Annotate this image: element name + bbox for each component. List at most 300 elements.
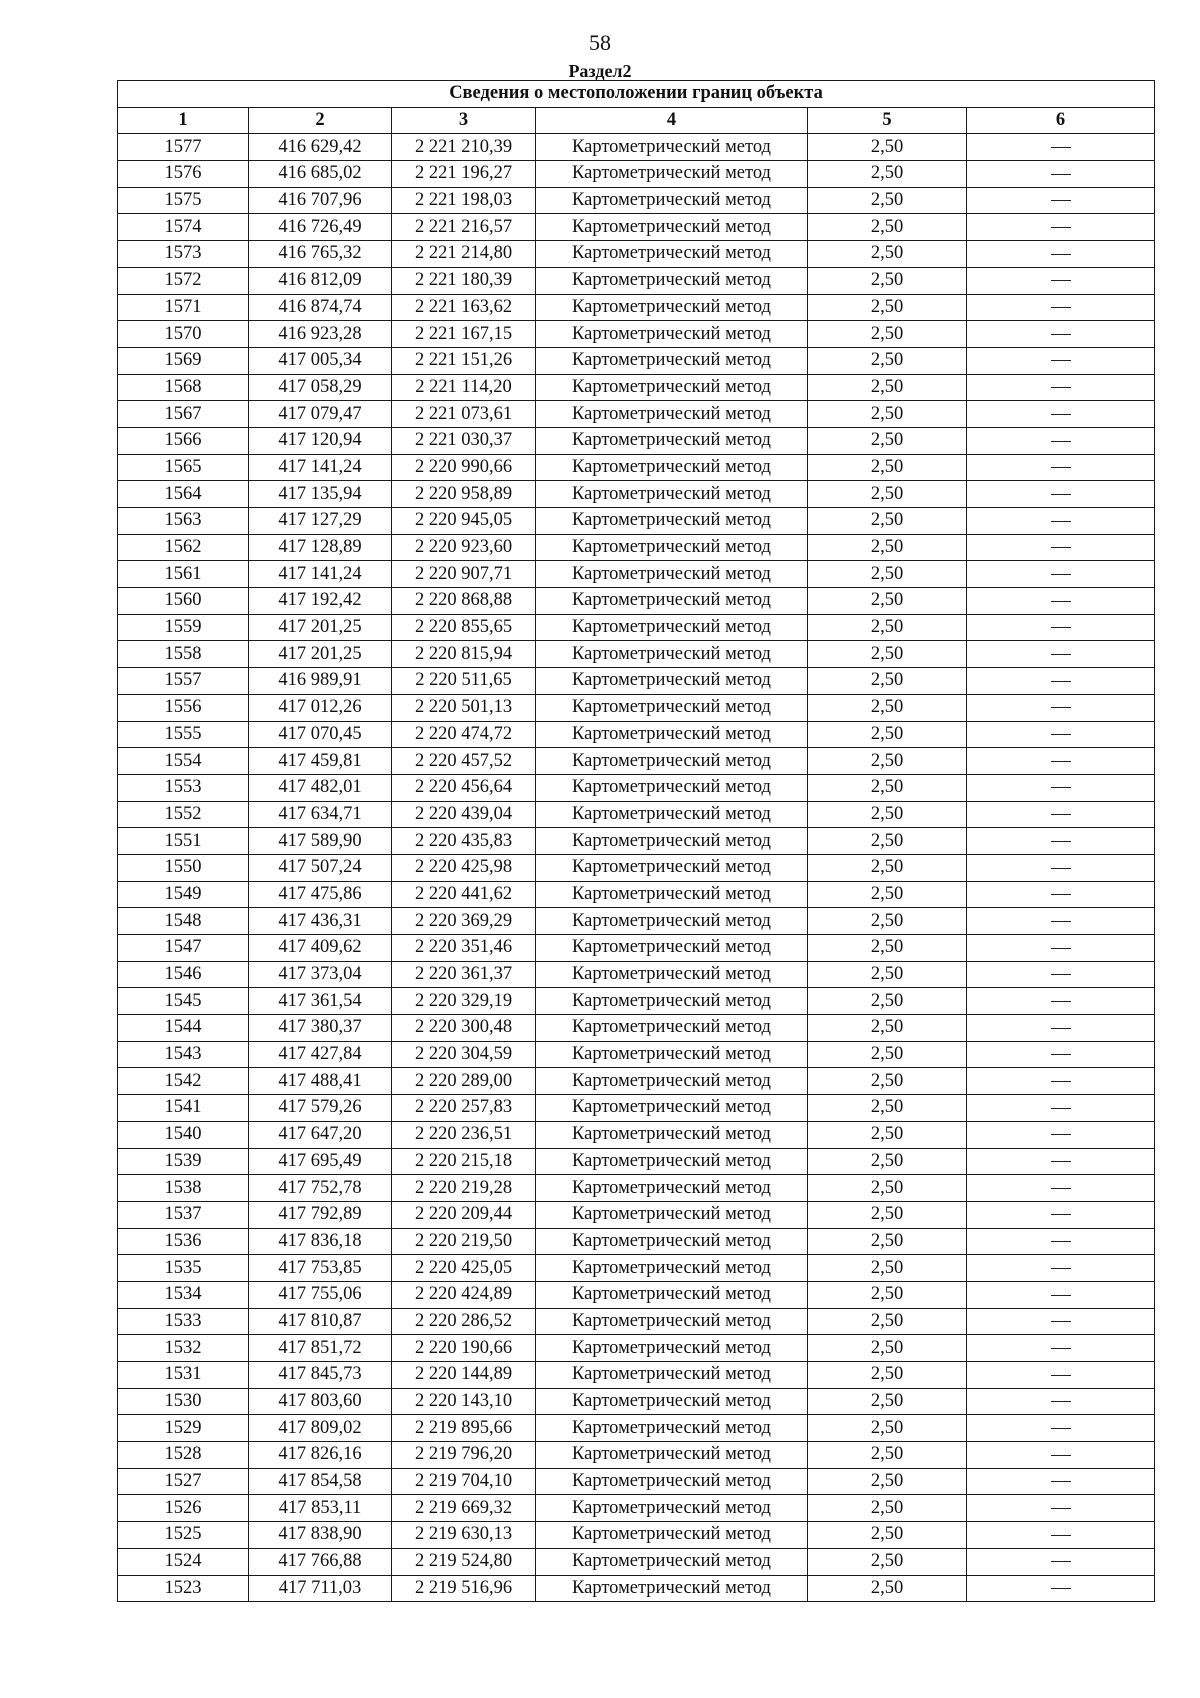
table-row [118,401,1155,428]
y-coordinate-cell: 2 220 219,28 [392,1175,536,1202]
accuracy-cell: 2,50 [808,1201,967,1228]
point-number-cell: 1577 [118,134,249,161]
note-cell [967,1575,1155,1602]
dash-mark [1051,280,1071,281]
point-number-cell: 1573 [118,241,249,268]
dash-mark [1051,467,1071,468]
dash-mark [1051,494,1071,495]
accuracy-cell: 2,50 [808,534,967,561]
y-coordinate-cell: 2 221 114,20 [392,374,536,401]
y-coordinate-cell: 2 220 439,04 [392,801,536,828]
y-coordinate-cell: 2 221 030,37 [392,427,536,454]
method-cell: Картометрический метод [536,427,808,454]
table-row [118,1468,1155,1495]
point-number-cell: 1571 [118,294,249,321]
x-coordinate-cell: 417 475,86 [249,881,392,908]
point-number-cell: 1552 [118,801,249,828]
dash-mark [1051,200,1071,201]
accuracy-cell: 2,50 [808,748,967,775]
note-cell [967,1335,1155,1362]
table-row [118,854,1155,881]
y-coordinate-cell: 2 220 209,44 [392,1201,536,1228]
table-row [118,1308,1155,1335]
table-row [118,1068,1155,1095]
accuracy-cell: 2,50 [808,801,967,828]
table-row [118,347,1155,374]
accuracy-cell: 2,50 [808,721,967,748]
method-cell: Картометрический метод [536,1255,808,1282]
note-cell [967,1015,1155,1042]
dash-mark [1051,894,1071,895]
accuracy-cell: 2,50 [808,1121,967,1148]
method-cell: Картометрический метод [536,454,808,481]
method-cell: Картометрический метод [536,668,808,695]
method-cell: Картометрический метод [536,1121,808,1148]
method-cell: Картометрический метод [536,614,808,641]
accuracy-cell: 2,50 [808,1362,967,1389]
note-cell [967,1281,1155,1308]
note-cell [967,1255,1155,1282]
table-row [118,1015,1155,1042]
point-number-cell: 1525 [118,1522,249,1549]
table-row [118,774,1155,801]
accuracy-cell: 2,50 [808,561,967,588]
point-number-cell: 1559 [118,614,249,641]
note-cell [967,481,1155,508]
point-number-cell: 1530 [118,1388,249,1415]
x-coordinate-cell: 417 507,24 [249,854,392,881]
point-number-cell: 1528 [118,1442,249,1469]
dash-mark [1051,974,1071,975]
dash-mark [1051,1375,1071,1376]
table-row [118,1442,1155,1469]
column-number: 5 [808,107,967,134]
dash-mark [1051,174,1071,175]
x-coordinate-cell: 417 809,02 [249,1415,392,1442]
method-cell: Картометрический метод [536,267,808,294]
note-cell [967,588,1155,615]
x-coordinate-cell: 417 803,60 [249,1388,392,1415]
point-number-cell: 1562 [118,534,249,561]
dash-mark [1051,1321,1071,1322]
y-coordinate-cell: 2 220 815,94 [392,641,536,668]
x-coordinate-cell: 417 409,62 [249,935,392,962]
x-coordinate-cell: 417 854,58 [249,1468,392,1495]
accuracy-cell: 2,50 [808,1255,967,1282]
table-row [118,641,1155,668]
dash-mark [1051,1081,1071,1082]
point-number-cell: 1567 [118,401,249,428]
dash-mark [1051,681,1071,682]
method-cell: Картометрический метод [536,961,808,988]
y-coordinate-cell: 2 220 958,89 [392,481,536,508]
y-coordinate-cell: 2 220 351,46 [392,935,536,962]
point-number-cell: 1543 [118,1041,249,1068]
method-cell: Картометрический метод [536,347,808,374]
point-number-cell: 1532 [118,1335,249,1362]
y-coordinate-cell: 2 221 151,26 [392,347,536,374]
x-coordinate-cell: 417 141,24 [249,561,392,588]
x-coordinate-cell: 417 810,87 [249,1308,392,1335]
method-cell: Картометрический метод [536,881,808,908]
method-cell: Картометрический метод [536,187,808,214]
method-cell: Картометрический метод [536,908,808,935]
point-number-cell: 1546 [118,961,249,988]
y-coordinate-cell: 2 220 425,98 [392,854,536,881]
table-row [118,614,1155,641]
note-cell [967,748,1155,775]
point-number-cell: 1570 [118,321,249,348]
accuracy-cell: 2,50 [808,774,967,801]
x-coordinate-cell: 417 634,71 [249,801,392,828]
dash-mark [1051,707,1071,708]
note-cell [967,401,1155,428]
column-number: 3 [392,107,536,134]
y-coordinate-cell: 2 220 456,64 [392,774,536,801]
method-cell: Картометрический метод [536,1548,808,1575]
note-cell [967,1415,1155,1442]
x-coordinate-cell: 417 436,31 [249,908,392,935]
method-cell: Картометрический метод [536,1442,808,1469]
method-cell: Картометрический метод [536,401,808,428]
table-row [118,1255,1155,1282]
x-coordinate-cell: 417 005,34 [249,347,392,374]
method-cell: Картометрический метод [536,294,808,321]
accuracy-cell: 2,50 [808,988,967,1015]
method-cell: Картометрический метод [536,1148,808,1175]
x-coordinate-cell: 417 192,42 [249,588,392,615]
table-row [118,1228,1155,1255]
note-cell [967,854,1155,881]
method-cell: Картометрический метод [536,988,808,1015]
point-number-cell: 1524 [118,1548,249,1575]
method-cell: Картометрический метод [536,1281,808,1308]
point-number-cell: 1526 [118,1495,249,1522]
accuracy-cell: 2,50 [808,1281,967,1308]
note-cell [967,774,1155,801]
table-row [118,561,1155,588]
method-cell: Картометрический метод [536,1495,808,1522]
x-coordinate-cell: 417 488,41 [249,1068,392,1095]
dash-mark [1051,601,1071,602]
dash-mark [1051,1295,1071,1296]
table-row [118,908,1155,935]
y-coordinate-cell: 2 220 907,71 [392,561,536,588]
note-cell [967,988,1155,1015]
note-cell [967,508,1155,535]
note-cell [967,454,1155,481]
note-cell [967,214,1155,241]
table-row [118,508,1155,535]
x-coordinate-cell: 417 826,16 [249,1442,392,1469]
note-cell [967,721,1155,748]
point-number-cell: 1565 [118,454,249,481]
point-number-cell: 1550 [118,854,249,881]
x-coordinate-cell: 416 812,09 [249,267,392,294]
note-cell [967,187,1155,214]
dash-mark [1051,1134,1071,1135]
y-coordinate-cell: 2 220 425,05 [392,1255,536,1282]
dash-mark [1051,1481,1071,1482]
accuracy-cell: 2,50 [808,854,967,881]
dash-mark [1051,761,1071,762]
dash-mark [1051,414,1071,415]
table-row [118,427,1155,454]
y-coordinate-cell: 2 220 435,83 [392,828,536,855]
y-coordinate-cell: 2 219 630,13 [392,1522,536,1549]
y-coordinate-cell: 2 221 196,27 [392,161,536,188]
dash-mark [1051,521,1071,522]
y-coordinate-cell: 2 220 289,00 [392,1068,536,1095]
note-cell [967,1548,1155,1575]
x-coordinate-cell: 417 482,01 [249,774,392,801]
method-cell: Картометрический метод [536,641,808,668]
y-coordinate-cell: 2 221 214,80 [392,241,536,268]
table-row [118,1148,1155,1175]
accuracy-cell: 2,50 [808,1095,967,1122]
method-cell: Картометрический метод [536,534,808,561]
point-number-cell: 1576 [118,161,249,188]
x-coordinate-cell: 417 753,85 [249,1255,392,1282]
note-cell [967,347,1155,374]
point-number-cell: 1568 [118,374,249,401]
dash-mark [1051,1108,1071,1109]
y-coordinate-cell: 2 219 669,32 [392,1495,536,1522]
point-number-cell: 1561 [118,561,249,588]
note-cell [967,908,1155,935]
table-row [118,214,1155,241]
note-cell [967,1041,1155,1068]
accuracy-cell: 2,50 [808,1388,967,1415]
method-cell: Картометрический метод [536,508,808,535]
dash-mark [1051,1428,1071,1429]
table-row [118,801,1155,828]
x-coordinate-cell: 417 755,06 [249,1281,392,1308]
x-coordinate-cell: 416 765,32 [249,241,392,268]
dash-mark [1051,360,1071,361]
note-cell [967,1308,1155,1335]
dash-mark [1051,921,1071,922]
table-row [118,1388,1155,1415]
x-coordinate-cell: 417 647,20 [249,1121,392,1148]
x-coordinate-cell: 417 766,88 [249,1548,392,1575]
point-number-cell: 1560 [118,588,249,615]
note-cell [967,1522,1155,1549]
y-coordinate-cell: 2 219 704,10 [392,1468,536,1495]
x-coordinate-cell: 417 012,26 [249,694,392,721]
accuracy-cell: 2,50 [808,961,967,988]
table-row [118,721,1155,748]
accuracy-cell: 2,50 [808,1548,967,1575]
method-cell: Картометрический метод [536,774,808,801]
x-coordinate-cell: 417 141,24 [249,454,392,481]
point-number-cell: 1551 [118,828,249,855]
dash-mark [1051,334,1071,335]
note-cell [967,961,1155,988]
dash-mark [1051,868,1071,869]
boundary-table [117,80,1155,1602]
column-number: 6 [967,107,1155,134]
method-cell: Картометрический метод [536,1415,808,1442]
note-cell [967,427,1155,454]
dash-mark [1051,547,1071,548]
table-row [118,1121,1155,1148]
dash-mark [1051,1214,1071,1215]
y-coordinate-cell: 2 221 163,62 [392,294,536,321]
accuracy-cell: 2,50 [808,374,967,401]
x-coordinate-cell: 417 836,18 [249,1228,392,1255]
accuracy-cell: 2,50 [808,1228,967,1255]
x-coordinate-cell: 417 079,47 [249,401,392,428]
method-cell: Картометрический метод [536,1015,808,1042]
y-coordinate-cell: 2 220 474,72 [392,721,536,748]
x-coordinate-cell: 416 923,28 [249,321,392,348]
note-cell [967,1388,1155,1415]
note-cell [967,1095,1155,1122]
dash-mark [1051,787,1071,788]
accuracy-cell: 2,50 [808,1415,967,1442]
dash-mark [1051,1054,1071,1055]
dash-mark [1051,1188,1071,1189]
x-coordinate-cell: 416 707,96 [249,187,392,214]
method-cell: Картометрический метод [536,1335,808,1362]
x-coordinate-cell: 416 726,49 [249,214,392,241]
table-row [118,1548,1155,1575]
dash-mark [1051,1268,1071,1269]
point-number-cell: 1544 [118,1015,249,1042]
note-cell [967,1148,1155,1175]
y-coordinate-cell: 2 220 441,62 [392,881,536,908]
point-number-cell: 1569 [118,347,249,374]
y-coordinate-cell: 2 219 524,80 [392,1548,536,1575]
y-coordinate-cell: 2 220 923,60 [392,534,536,561]
column-number: 2 [249,107,392,134]
dash-mark [1051,1535,1071,1536]
accuracy-cell: 2,50 [808,1015,967,1042]
accuracy-cell: 2,50 [808,1175,967,1202]
method-cell: Картометрический метод [536,134,808,161]
y-coordinate-cell: 2 220 511,65 [392,668,536,695]
x-coordinate-cell: 417 711,03 [249,1575,392,1602]
point-number-cell: 1542 [118,1068,249,1095]
point-number-cell: 1527 [118,1468,249,1495]
x-coordinate-cell: 416 874,74 [249,294,392,321]
method-cell: Картометрический метод [536,1201,808,1228]
x-coordinate-cell: 417 127,29 [249,508,392,535]
y-coordinate-cell: 2 220 855,65 [392,614,536,641]
note-cell [967,1068,1155,1095]
method-cell: Картометрический метод [536,1308,808,1335]
table-row [118,961,1155,988]
y-coordinate-cell: 2 220 457,52 [392,748,536,775]
point-number-cell: 1541 [118,1095,249,1122]
method-cell: Картометрический метод [536,801,808,828]
section-title: Раздел2 [568,61,632,81]
method-cell: Картометрический метод [536,241,808,268]
note-cell [967,614,1155,641]
dash-mark [1051,147,1071,148]
method-cell: Картометрический метод [536,748,808,775]
x-coordinate-cell: 417 128,89 [249,534,392,561]
table-row [118,1362,1155,1389]
method-cell: Картометрический метод [536,374,808,401]
method-cell: Картометрический метод [536,321,808,348]
dash-mark [1051,574,1071,575]
dash-mark [1051,1161,1071,1162]
accuracy-cell: 2,50 [808,347,967,374]
x-coordinate-cell: 417 427,84 [249,1041,392,1068]
method-cell: Картометрический метод [536,1175,808,1202]
x-coordinate-cell: 417 373,04 [249,961,392,988]
note-cell [967,534,1155,561]
note-cell [967,1175,1155,1202]
y-coordinate-cell: 2 220 329,19 [392,988,536,1015]
method-cell: Картометрический метод [536,1095,808,1122]
dash-mark [1051,948,1071,949]
accuracy-cell: 2,50 [808,427,967,454]
accuracy-cell: 2,50 [808,508,967,535]
table-row [118,241,1155,268]
point-number-cell: 1545 [118,988,249,1015]
table-row [118,1335,1155,1362]
y-coordinate-cell: 2 221 180,39 [392,267,536,294]
dash-mark [1051,227,1071,228]
y-coordinate-cell: 2 220 236,51 [392,1121,536,1148]
accuracy-cell: 2,50 [808,1522,967,1549]
accuracy-cell: 2,50 [808,668,967,695]
table-row [118,321,1155,348]
point-number-cell: 1574 [118,214,249,241]
method-cell: Картометрический метод [536,481,808,508]
dash-mark [1051,387,1071,388]
table-row [118,534,1155,561]
accuracy-cell: 2,50 [808,1495,967,1522]
x-coordinate-cell: 417 853,11 [249,1495,392,1522]
point-number-cell: 1563 [118,508,249,535]
accuracy-cell: 2,50 [808,161,967,188]
y-coordinate-cell: 2 220 300,48 [392,1015,536,1042]
x-coordinate-cell: 417 120,94 [249,427,392,454]
accuracy-cell: 2,50 [808,828,967,855]
note-cell [967,1201,1155,1228]
y-coordinate-cell: 2 221 210,39 [392,134,536,161]
table-row [118,1415,1155,1442]
method-cell: Картометрический метод [536,935,808,962]
table-row [118,1095,1155,1122]
y-coordinate-cell: 2 220 369,29 [392,908,536,935]
accuracy-cell: 2,50 [808,1148,967,1175]
x-coordinate-cell: 417 459,81 [249,748,392,775]
y-coordinate-cell: 2 220 361,37 [392,961,536,988]
note-cell [967,241,1155,268]
accuracy-cell: 2,50 [808,134,967,161]
note-cell [967,1228,1155,1255]
point-number-cell: 1564 [118,481,249,508]
point-number-cell: 1531 [118,1362,249,1389]
note-cell [967,561,1155,588]
dash-mark [1051,654,1071,655]
point-number-cell: 1540 [118,1121,249,1148]
y-coordinate-cell: 2 219 516,96 [392,1575,536,1602]
accuracy-cell: 2,50 [808,454,967,481]
dash-mark [1051,307,1071,308]
point-number-cell: 1555 [118,721,249,748]
table-row [118,374,1155,401]
point-number-cell: 1547 [118,935,249,962]
table-row [118,454,1155,481]
method-cell: Картометрический метод [536,1228,808,1255]
y-coordinate-cell: 2 220 215,18 [392,1148,536,1175]
